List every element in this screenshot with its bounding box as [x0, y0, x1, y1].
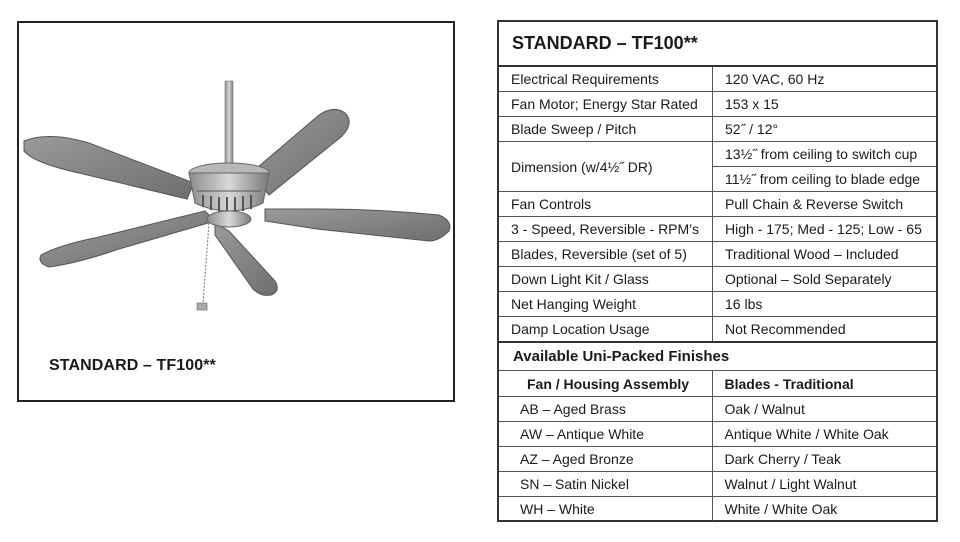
spec-label: Dimension (w/4½˝ DR) — [499, 142, 713, 192]
spec-title: STANDARD – TF100** — [499, 22, 936, 67]
finish-name: AB – Aged Brass — [499, 397, 712, 422]
spec-label: Electrical Requirements — [499, 67, 713, 92]
table-row — [499, 67, 936, 92]
spec-value: 52˝ / 12° — [713, 117, 937, 142]
spec-value: 120 VAC, 60 Hz — [713, 67, 937, 92]
spec-label: Fan Controls — [499, 192, 713, 217]
blade-finish: Oak / Walnut — [712, 397, 936, 422]
blade-finish: Walnut / Light Walnut — [712, 472, 936, 497]
table-row — [499, 422, 936, 447]
spec-label: Fan Motor; Energy Star Rated — [499, 92, 713, 117]
table-row — [499, 472, 936, 497]
blade-finish: White / White Oak — [724, 501, 838, 517]
spec-value: 16 lbs — [713, 292, 937, 317]
blade-finish: Dark Cherry / Teak — [712, 447, 936, 472]
table-row — [499, 117, 936, 142]
column-header-blades: Blades - Traditional — [712, 371, 936, 397]
table-row — [499, 242, 936, 267]
column-header-finish: Fan / Housing Assembly — [499, 371, 712, 397]
blade-finish: Antique White / White Oak — [712, 422, 936, 447]
finishes-heading: Available Uni-Packed Finishes — [499, 343, 936, 371]
spec-label: Net Hanging Weight — [499, 292, 713, 317]
table-row — [499, 142, 936, 167]
spec-label: Blade Sweep / Pitch — [499, 117, 713, 142]
spec-value: 11½˝ from ceiling to blade edge — [713, 167, 937, 192]
finish-name: AZ – Aged Bronze — [499, 447, 712, 472]
spec-sheet — [497, 20, 938, 522]
table-row — [499, 292, 936, 317]
product-image-frame — [17, 21, 455, 402]
spec-label: Damp Location Usage — [499, 317, 713, 343]
spec-value: 13½˝ from ceiling to switch cup — [713, 142, 937, 167]
table-row — [499, 317, 936, 343]
spec-value: Not Recommended — [713, 317, 937, 343]
spec-label: Blades, Reversible (set of 5) — [499, 242, 713, 267]
table-row — [499, 192, 936, 217]
spec-label: 3 - Speed, Reversible - RPM’s — [499, 217, 713, 242]
spec-value: Pull Chain & Reverse Switch — [713, 192, 937, 217]
finish-name: AW – Antique White — [499, 422, 712, 447]
ceiling-fan-image — [19, 23, 453, 400]
spec-value: High - 175; Med - 125; Low - 65 — [713, 217, 937, 242]
spec-table — [499, 67, 936, 343]
table-row — [499, 497, 936, 522]
finishes-table — [499, 371, 936, 521]
table-row — [499, 397, 936, 422]
spec-value: Traditional Wood – Included — [713, 242, 937, 267]
product-caption: STANDARD – TF100** — [49, 357, 216, 374]
table-row — [499, 217, 936, 242]
spec-value: Optional – Sold Separately — [713, 267, 937, 292]
table-row — [499, 92, 936, 117]
spec-label: Down Light Kit / Glass — [499, 267, 713, 292]
finish-name: WH – White — [499, 497, 712, 522]
table-row — [499, 267, 936, 292]
finish-name: SN – Satin Nickel — [499, 472, 712, 497]
table-row — [499, 447, 936, 472]
table-header-row — [499, 371, 936, 397]
spec-value: 153 x 15 — [713, 92, 937, 117]
